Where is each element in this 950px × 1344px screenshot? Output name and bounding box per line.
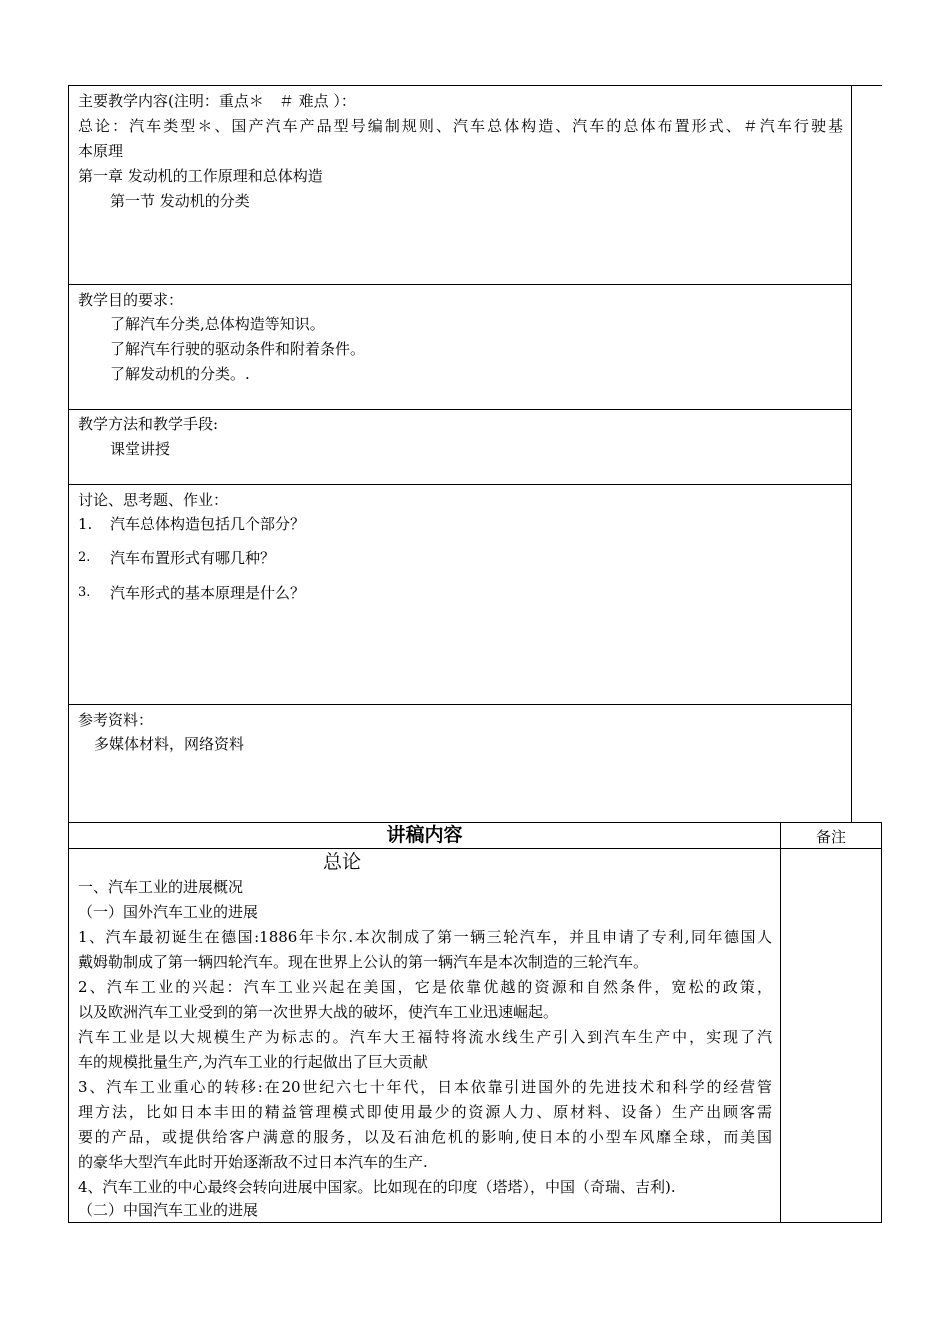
lecture-line: 的豪华大型汽车此时开始逐渐敌不过日本汽车的生产. <box>78 1153 428 1171</box>
lecture-line: 3、汽车工业重心的转移:在20世纪六七十年代，日本依靠引进国外的先进技术和科学的经营管 <box>78 1078 772 1096</box>
chapter-title: 第一章 发动机的工作原理和总体构造 <box>78 167 323 185</box>
lecture-line: 1、汽车最初诞生在德国:1886年卡尔.本次制成了第一辆三轮汽车，并且申请了专利,同年德国人 <box>78 928 772 946</box>
methods-label: 教学方法和教学手段: <box>78 415 219 433</box>
row-divider-1 <box>68 284 852 285</box>
lecture-notes-divider <box>780 822 781 1223</box>
objective-item: 了解汽车分类,总体构造等知识。 <box>110 315 325 333</box>
lecture-header-divider <box>68 848 882 849</box>
lecture-line: 4、汽车工业的中心最终会转向进展中国家。比如现在的印度（塔塔），中国（奇瑞、吉利). <box>78 1178 676 1196</box>
question-number: 3. <box>78 585 91 600</box>
question-number: 2. <box>78 550 91 565</box>
objectives-label: 教学目的要求： <box>78 291 184 309</box>
objective-item: 了解发动机的分类。. <box>110 365 250 383</box>
row-divider-4 <box>68 704 852 705</box>
lecture-line: 汽车工业是以大规模生产为标志的。汽车大王福特将流水线生产引入到汽车生产中，实现了汽 <box>78 1028 772 1046</box>
lecture-line: 戴姆勒制成了第一辆四轮汽车。现在世界上公认的第一辆汽车是本次制造的三轮汽车。 <box>78 953 649 971</box>
lecture-line: 要的产品，或提供给客户满意的服务，以及石油危机的影响,使日本的小型车风靡全球，而美国 <box>78 1128 772 1146</box>
methods-value: 课堂讲授 <box>110 440 171 458</box>
lecture-line: 以及欧洲汽车工业受到的第一次世界大战的破坏，使汽车工业迅速崛起。 <box>78 1003 559 1021</box>
row-divider-2 <box>68 409 852 410</box>
lecture-right-border <box>881 822 882 1223</box>
overview-line-2: 本原理 <box>78 142 124 160</box>
lecture-header: 讲稿内容 <box>386 824 463 846</box>
discussion-label: 讨论、思考题、作业： <box>78 491 229 509</box>
lecture-line: 2、汽车工业的兴起：汽车工业兴起在美国，它是依靠优越的资源和自然条件，宽松的政策， <box>78 978 772 996</box>
left-border-upper <box>68 85 69 823</box>
section-title: 第一节 发动机的分类 <box>110 192 250 210</box>
overview-line-1: 总论：汽车类型＊、国产汽车产品型号编制规则、汽车总体构造、汽车的总体布置形式、＃汽车行驶基 <box>78 117 843 135</box>
question-text: 汽车总体构造包括几个部分？ <box>110 515 306 533</box>
lecture-line: 理方法，比如日本丰田的精益管理模式即使用最少的资源人力、原材料、设备）生产出顾客需 <box>78 1103 772 1121</box>
notes-header: 备注 <box>815 828 846 846</box>
row-divider-3 <box>68 484 852 485</box>
question-number: 1. <box>78 515 93 533</box>
lecture-line: （二）中国汽车工业的进展 <box>78 1201 259 1219</box>
lecture-line: 车的规模批量生产,为汽车工业的行起做出了巨大贡献 <box>78 1053 428 1071</box>
lecture-bottom-border <box>68 1222 882 1223</box>
references-label: 参考资料： <box>78 711 154 729</box>
right-border-upper <box>851 85 852 823</box>
lecture-title: 总论 <box>323 851 362 873</box>
lecture-left-border <box>68 822 69 1223</box>
question-text: 汽车形式的基本原理是什么？ <box>110 584 306 602</box>
references-value: 多媒体材料，网络资料 <box>94 735 245 753</box>
content-header: 主要教学内容(注明：重点＊ ＃ 难点 ）： <box>78 92 356 110</box>
objective-item: 了解汽车行驶的驱动条件和附着条件。 <box>110 340 366 358</box>
top-border <box>68 85 882 86</box>
question-text: 汽车布置形式有哪几种？ <box>110 549 276 567</box>
lecture-line: （一）国外汽车工业的进展 <box>78 903 259 921</box>
lecture-top-border <box>68 822 882 823</box>
lecture-line: 一、汽车工业的进展概况 <box>78 878 244 896</box>
